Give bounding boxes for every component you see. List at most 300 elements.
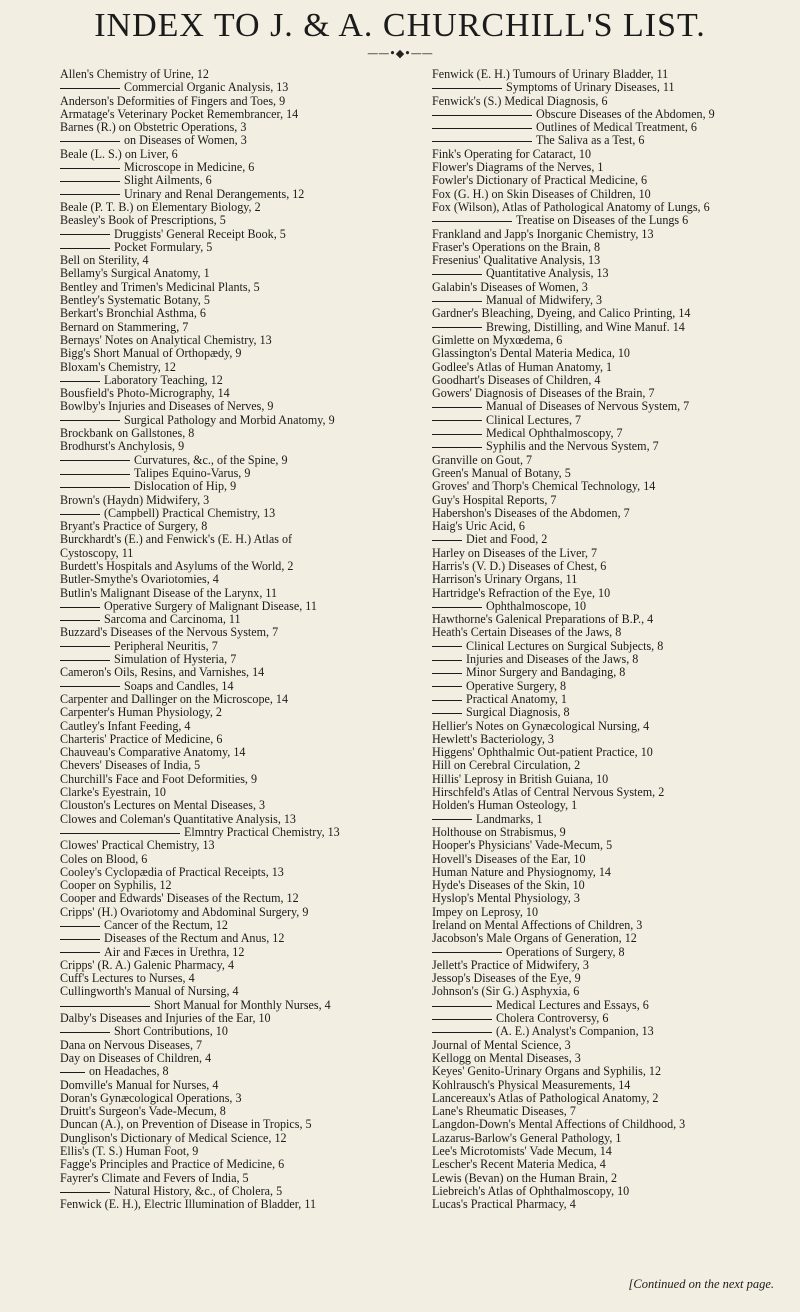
index-entry xyxy=(432,626,786,639)
ditto-rule xyxy=(432,540,462,541)
index-entry xyxy=(60,1158,418,1171)
index-entry xyxy=(432,985,786,998)
index-entry xyxy=(432,241,786,254)
index-entry xyxy=(60,228,418,241)
ditto-rule xyxy=(432,434,482,435)
entry-text: Clinical Lectures, 7 xyxy=(486,413,582,427)
index-entry xyxy=(432,1105,786,1118)
ditto-rule xyxy=(60,620,100,621)
index-entry xyxy=(60,693,418,706)
entry-text: Talipes Equino-Varus, 9 xyxy=(134,466,251,480)
entry-text: Jacobson's Male Organs of Generation, 12 xyxy=(432,932,637,946)
index-entry xyxy=(432,1172,786,1185)
entry-text: Fenwick (E. H.), Electric Illumination of Bladder, 11 xyxy=(60,1198,316,1212)
entry-text: Soaps and Candles, 14 xyxy=(124,679,234,693)
index-entry xyxy=(432,148,786,161)
index-entry xyxy=(432,427,786,440)
entry-text: Lane's Rheumatic Diseases, 7 xyxy=(432,1105,576,1119)
index-entry xyxy=(432,653,786,666)
index-entry xyxy=(60,733,418,746)
entry-text: Simulation of Hysteria, 7 xyxy=(114,653,237,667)
ditto-rule xyxy=(432,700,462,701)
index-entry xyxy=(432,1079,786,1092)
entry-text: Chevers' Diseases of India, 5 xyxy=(60,759,201,773)
entry-text: Short Manual for Monthly Nurses, 4 xyxy=(154,998,331,1012)
index-entry xyxy=(60,214,418,227)
entry-text: Harley on Diseases of the Liver, 7 xyxy=(432,546,598,560)
index-entry xyxy=(432,972,786,985)
index-entry xyxy=(432,1145,786,1158)
index-entry xyxy=(60,786,418,799)
entry-text: Dana on Nervous Diseases, 7 xyxy=(60,1038,203,1052)
index-entry xyxy=(432,307,786,320)
index-entry xyxy=(60,773,418,786)
entry-text: Urinary and Renal Derangements, 12 xyxy=(124,187,305,201)
ditto-rule xyxy=(432,88,502,89)
entry-text: Brown's (Haydn) Midwifery, 3 xyxy=(60,493,210,507)
index-entry xyxy=(60,626,418,639)
index-entry xyxy=(432,959,786,972)
index-entry xyxy=(60,759,418,772)
entry-text: Fox (G. H.) on Skin Diseases of Children, 10 xyxy=(432,187,651,201)
entry-text: Fink's Operating for Cataract, 10 xyxy=(432,147,592,161)
entry-text: Kellogg on Mental Diseases, 3 xyxy=(432,1051,581,1065)
entry-text: Cooper and Edwards' Diseases of the Rectum, 12 xyxy=(60,892,299,906)
entry-text: Manual of Midwifery, 3 xyxy=(486,294,603,308)
index-entry xyxy=(60,188,418,201)
entry-text: Allen's Chemistry of Urine, 12 xyxy=(60,68,209,81)
entry-text: Heath's Certain Diseases of the Jaws, 8 xyxy=(432,626,622,640)
index-entry xyxy=(432,201,786,214)
index-entry xyxy=(432,1185,786,1198)
index-entry xyxy=(60,68,418,81)
index-entry xyxy=(60,374,418,387)
index-entry xyxy=(60,520,418,533)
entry-text: Hewlett's Bacteriology, 3 xyxy=(432,732,554,746)
entry-text: Bernays' Notes on Analytical Chemistry, 13 xyxy=(60,333,272,347)
ditto-rule xyxy=(432,221,512,222)
entry-text: Hillis' Leprosy in British Guiana, 10 xyxy=(432,772,609,786)
entry-text: Haig's Uric Acid, 6 xyxy=(432,520,525,534)
index-entry xyxy=(60,932,418,945)
ditto-rule xyxy=(60,141,120,142)
entry-text: Clowes and Coleman's Quantitative Analysis, 13 xyxy=(60,812,296,826)
entry-text: Pocket Formulary, 5 xyxy=(114,240,213,254)
index-entry xyxy=(432,587,786,600)
entry-text: Fenwick (E. H.) Tumours of Urinary Bladder, 11 xyxy=(432,68,669,81)
ditto-rule xyxy=(60,607,100,608)
entry-text: Laboratory Teaching, 12 xyxy=(104,373,223,387)
entry-text: Carpenter's Human Physiology, 2 xyxy=(60,706,222,720)
index-entry xyxy=(432,892,786,905)
entry-text: Harrison's Urinary Organs, 11 xyxy=(432,573,578,587)
entry-text: Air and Fæces in Urethra, 12 xyxy=(104,945,245,959)
entry-text: Holthouse on Strabismus, 9 xyxy=(432,825,566,839)
entry-text: Flower's Diagrams of the Nerves, 1 xyxy=(432,161,604,175)
ditto-rule xyxy=(60,460,130,461)
index-entry xyxy=(60,799,418,812)
entry-text: Jessop's Diseases of the Eye, 9 xyxy=(432,972,581,986)
entry-text: Burckhardt's (E.) and Fenwick's (E. H.) Atlas of xyxy=(60,533,293,547)
index-entry xyxy=(432,600,786,613)
index-entry xyxy=(60,1185,418,1198)
ditto-rule xyxy=(60,646,110,647)
entry-text: Bigg's Short Manual of Orthopædy, 9 xyxy=(60,347,242,361)
index-entry xyxy=(60,480,418,493)
index-entry xyxy=(60,720,418,733)
index-entry xyxy=(60,294,418,307)
entry-text: Chauveau's Comparative Anatomy, 14 xyxy=(60,746,246,760)
ditto-rule xyxy=(60,381,100,382)
entry-text: Butlin's Malignant Disease of the Larynx, 11 xyxy=(60,586,278,600)
entry-text: Granville on Gout, 7 xyxy=(432,453,533,467)
index-entry xyxy=(432,547,786,560)
index-entry xyxy=(432,134,786,147)
index-entry xyxy=(432,494,786,507)
index-entry xyxy=(60,1145,418,1158)
index-entry xyxy=(60,467,418,480)
entry-text: Jellett's Practice of Midwifery, 3 xyxy=(432,958,589,972)
entry-text: Cautley's Infant Feeding, 4 xyxy=(60,719,191,733)
entry-text: Human Nature and Physiognomy, 14 xyxy=(432,865,611,879)
index-entry xyxy=(432,1158,786,1171)
entry-text: Journal of Mental Science, 3 xyxy=(432,1038,571,1052)
index-entry xyxy=(432,1039,786,1052)
index-entry xyxy=(432,666,786,679)
entry-text: Holden's Human Osteology, 1 xyxy=(432,799,578,813)
index-entry xyxy=(60,108,418,121)
entry-text: Cuff's Lectures to Nurses, 4 xyxy=(60,972,195,986)
index-columns xyxy=(60,68,786,1212)
index-entry xyxy=(432,334,786,347)
entry-text: Elmntry Practical Chemistry, 13 xyxy=(184,825,340,839)
entry-text: Lancereaux's Atlas of Pathological Anatomy, 2 xyxy=(432,1091,659,1105)
index-entry xyxy=(60,919,418,932)
entry-text: Cancer of the Rectum, 12 xyxy=(104,919,228,932)
index-entry xyxy=(432,400,786,413)
entry-text: Lescher's Recent Materia Medica, 4 xyxy=(432,1158,606,1172)
entry-text: Slight Ailments, 6 xyxy=(124,174,212,188)
index-entry xyxy=(60,1092,418,1105)
index-entry xyxy=(432,480,786,493)
entry-text: Surgical Pathology and Morbid Anatomy, 9 xyxy=(124,413,335,427)
index-entry xyxy=(60,440,418,453)
index-entry xyxy=(432,374,786,387)
index-entry xyxy=(60,387,418,400)
entry-text: Frankland and Japp's Inorganic Chemistry, 13 xyxy=(432,227,654,241)
ditto-rule xyxy=(432,673,462,674)
index-entry xyxy=(60,1025,418,1038)
index-entry xyxy=(432,81,786,94)
entry-text: Doran's Gynæcological Operations, 3 xyxy=(60,1091,242,1105)
index-entry xyxy=(432,906,786,919)
entry-text: Hartridge's Refraction of the Eye, 10 xyxy=(432,586,611,600)
entry-text: Gowers' Diagnosis of Diseases of the Brain, 7 xyxy=(432,387,655,401)
index-entry xyxy=(60,347,418,360)
entry-text: Bousfield's Photo-Micrography, 14 xyxy=(60,387,230,401)
entry-text: Natural History, &c., of Cholera, 5 xyxy=(114,1184,283,1198)
index-entry xyxy=(432,1092,786,1105)
entry-text: Kohlrausch's Physical Measurements, 14 xyxy=(432,1078,631,1092)
index-entry xyxy=(60,906,418,919)
index-entry xyxy=(60,121,418,134)
ditto-rule xyxy=(60,1192,110,1193)
ditto-rule xyxy=(432,952,502,953)
entry-text: Fresenius' Qualitative Analysis, 13 xyxy=(432,254,601,268)
entry-text: on Headaches, 8 xyxy=(89,1065,169,1079)
entry-text: Hooper's Physicians' Vade-Mecum, 5 xyxy=(432,839,613,853)
ditto-rule xyxy=(432,128,532,129)
entry-text: Treatise on Diseases of the Lungs 6 xyxy=(516,214,689,228)
index-entry xyxy=(432,613,786,626)
entry-text: Quantitative Analysis, 13 xyxy=(486,267,609,281)
entry-text: Dunglison's Dictionary of Medical Science, 12 xyxy=(60,1131,287,1145)
entry-text: Glassington's Dental Materia Medica, 10 xyxy=(432,347,630,361)
index-entry xyxy=(432,1198,786,1211)
continued-note: [Continued on the next page. xyxy=(628,1277,774,1291)
index-entry xyxy=(60,174,418,187)
index-entry xyxy=(432,680,786,693)
index-entry xyxy=(432,161,786,174)
entry-text: Gimlette on Myxœdema, 6 xyxy=(432,333,563,347)
entry-text: Coles on Blood, 6 xyxy=(60,852,148,866)
entry-text: Bloxam's Chemistry, 12 xyxy=(60,360,176,374)
index-entry xyxy=(432,759,786,772)
entry-text: Landmarks, 1 xyxy=(476,812,543,826)
index-entry xyxy=(60,666,418,679)
entry-text: Bell on Sterility, 4 xyxy=(60,254,149,268)
index-entry xyxy=(432,68,786,81)
index-entry xyxy=(60,321,418,334)
ditto-rule xyxy=(432,1032,492,1033)
entry-text: Domville's Manual for Nurses, 4 xyxy=(60,1078,219,1092)
entry-text: Impey on Leprosy, 10 xyxy=(432,905,539,919)
index-entry xyxy=(60,640,418,653)
ditto-rule xyxy=(432,274,482,275)
ditto-rule xyxy=(60,194,120,195)
entry-text: (A. E.) Analyst's Companion, 13 xyxy=(496,1025,654,1039)
entry-text: Operative Surgery, 8 xyxy=(466,679,567,693)
index-entry xyxy=(432,1012,786,1025)
entry-text: Curvatures, &c., of the Spine, 9 xyxy=(134,453,288,467)
entry-text: Obscure Diseases of the Abdomen, 9 xyxy=(536,107,715,121)
index-entry xyxy=(60,161,418,174)
entry-text: Practical Anatomy, 1 xyxy=(466,692,567,706)
index-entry xyxy=(60,573,418,586)
ditto-rule xyxy=(432,607,482,608)
entry-text: Hawthorne's Galenical Preparations of B.P., 4 xyxy=(432,613,654,627)
index-entry xyxy=(60,414,418,427)
ditto-rule xyxy=(60,660,110,661)
entry-text: Beasley's Book of Prescriptions, 5 xyxy=(60,214,226,228)
index-entry xyxy=(432,932,786,945)
entry-text: Green's Manual of Botany, 5 xyxy=(432,466,571,480)
index-entry xyxy=(60,454,418,467)
entry-text: Lee's Microtomists' Vade Mecum, 14 xyxy=(432,1145,612,1159)
index-entry xyxy=(432,121,786,134)
entry-text: Butler-Smythe's Ovariotomies, 4 xyxy=(60,573,219,587)
index-entry xyxy=(60,826,418,839)
index-entry xyxy=(60,1079,418,1092)
entry-text: Barnes (R.) on Obstetric Operations, 3 xyxy=(60,121,247,135)
index-entry xyxy=(432,919,786,932)
entry-text: Cameron's Oils, Resins, and Varnishes, 14 xyxy=(60,666,265,680)
index-entry xyxy=(432,188,786,201)
entry-text: Fayrer's Climate and Fevers of India, 5 xyxy=(60,1171,249,1185)
index-entry xyxy=(432,520,786,533)
entry-text: Clinical Lectures on Surgical Subjects, 8 xyxy=(466,639,664,653)
entry-text: Liebreich's Atlas of Ophthalmoscopy, 10 xyxy=(432,1184,630,1198)
entry-text: Bellamy's Surgical Anatomy, 1 xyxy=(60,267,210,281)
index-entry xyxy=(60,613,418,626)
ditto-rule xyxy=(432,686,462,687)
index-entry xyxy=(60,946,418,959)
entry-text: Clowes' Practical Chemistry, 13 xyxy=(60,839,215,853)
entry-text: Fowler's Dictionary of Practical Medicine, 6 xyxy=(432,174,648,188)
index-entry xyxy=(60,680,418,693)
index-entry xyxy=(60,1198,418,1211)
index-entry xyxy=(432,839,786,852)
entry-text: Ophthalmoscope, 10 xyxy=(486,599,587,613)
entry-text: Ellis's (T. S.) Human Foot, 9 xyxy=(60,1145,199,1159)
index-entry xyxy=(432,533,786,546)
entry-text: Groves' and Thorp's Chemical Technology, 14 xyxy=(432,480,656,494)
index-entry xyxy=(60,1065,418,1078)
entry-text: Brockbank on Gallstones, 8 xyxy=(60,427,195,441)
entry-text: Ireland on Mental Affections of Children, 3 xyxy=(432,919,643,932)
index-entry xyxy=(60,1039,418,1052)
index-entry xyxy=(60,241,418,254)
index-entry xyxy=(432,706,786,719)
right-column xyxy=(432,68,786,1212)
index-entry xyxy=(60,1012,418,1025)
entry-text: Druitt's Surgeon's Vade-Mecum, 8 xyxy=(60,1105,226,1119)
entry-text: Bentley and Trimen's Medicinal Plants, 5 xyxy=(60,280,260,294)
index-entry xyxy=(60,1118,418,1131)
entry-text: Dalby's Diseases and Injuries of the Ear, 10 xyxy=(60,1012,271,1026)
entry-text: Cripps' (H.) Ovariotomy and Abdominal Surgery, 9 xyxy=(60,905,309,919)
index-entry xyxy=(60,427,418,440)
entry-text: Symptoms of Urinary Diseases, 11 xyxy=(506,81,675,95)
ditto-rule xyxy=(60,514,100,515)
index-entry xyxy=(432,866,786,879)
index-entry xyxy=(60,600,418,613)
entry-text: Druggists' General Receipt Book, 5 xyxy=(114,227,286,241)
index-entry xyxy=(432,946,786,959)
ditto-rule xyxy=(432,1019,492,1020)
index-entry xyxy=(432,108,786,121)
index-entry xyxy=(432,573,786,586)
entry-text: Beale (P. T. B.) on Elementary Biology, 2 xyxy=(60,200,261,214)
ditto-rule xyxy=(432,819,472,820)
entry-text: Fenwick's (S.) Medical Diagnosis, 6 xyxy=(432,94,608,108)
index-entry xyxy=(60,533,418,546)
entry-text: Galabin's Diseases of Women, 3 xyxy=(432,280,588,294)
entry-text: Clarke's Eyestrain, 10 xyxy=(60,786,166,800)
entry-text: Hellier's Notes on Gynæcological Nursing, 4 xyxy=(432,719,650,733)
ditto-rule xyxy=(432,141,532,142)
entry-text: Beale (L. S.) on Liver, 6 xyxy=(60,147,178,161)
ditto-rule xyxy=(60,248,110,249)
index-entry xyxy=(432,826,786,839)
index-entry xyxy=(60,400,418,413)
index-entry xyxy=(432,294,786,307)
ditto-rule xyxy=(432,660,462,661)
entry-text: Dislocation of Hip, 9 xyxy=(134,480,237,494)
index-entry xyxy=(60,746,418,759)
index-entry xyxy=(60,587,418,600)
entry-text: Keyes' Genito-Urinary Organs and Syphilis, 12 xyxy=(432,1065,662,1079)
ditto-rule xyxy=(432,327,482,328)
entry-text: Lazarus-Barlow's General Pathology, 1 xyxy=(432,1131,622,1145)
entry-text: Langdon-Down's Mental Affections of Childhood, 3 xyxy=(432,1118,686,1132)
index-entry xyxy=(60,334,418,347)
index-entry xyxy=(432,560,786,573)
entry-text: Operations of Surgery, 8 xyxy=(506,945,625,959)
index-entry xyxy=(60,706,418,719)
index-entry xyxy=(432,281,786,294)
index-entry xyxy=(60,281,418,294)
entry-text: Medical Lectures and Essays, 6 xyxy=(496,998,649,1012)
entry-text: Bentley's Systematic Botany, 5 xyxy=(60,294,210,308)
title-ornament: ——•◆•—— xyxy=(367,47,433,60)
index-entry xyxy=(60,839,418,852)
entry-text: Higgens' Ophthalmic Out-patient Practice, 10 xyxy=(432,746,653,760)
index-entry xyxy=(432,387,786,400)
ditto-rule xyxy=(60,181,120,182)
ditto-rule xyxy=(60,420,120,421)
ditto-rule xyxy=(60,1006,150,1007)
entry-text: Burdett's Hospitals and Asylums of the World, 2 xyxy=(60,559,294,573)
index-entry xyxy=(60,95,418,108)
index-entry xyxy=(432,467,786,480)
entry-text: Fox (Wilson), Atlas of Pathological Anatomy of Lungs, 6 xyxy=(432,200,710,214)
entry-text: Bryant's Practice of Surgery, 8 xyxy=(60,520,208,534)
index-entry xyxy=(60,267,418,280)
index-entry xyxy=(432,214,786,227)
ditto-rule xyxy=(432,301,482,302)
entry-text: Churchill's Face and Foot Deformities, 9 xyxy=(60,772,257,786)
entry-text: Hyde's Diseases of the Skin, 10 xyxy=(432,879,585,893)
ditto-rule xyxy=(60,952,100,953)
index-entry xyxy=(60,547,418,560)
entry-text: Outlines of Medical Treatment, 6 xyxy=(536,121,697,135)
entry-text: Syphilis and the Nervous System, 7 xyxy=(486,440,659,454)
index-entry xyxy=(60,879,418,892)
ditto-rule xyxy=(60,1072,85,1073)
ditto-rule xyxy=(60,474,130,475)
index-entry xyxy=(432,228,786,241)
entry-text: Brewing, Distilling, and Wine Manuf. 14 xyxy=(486,320,685,334)
entry-text: Bowlby's Injuries and Diseases of Nerves, 9 xyxy=(60,400,274,414)
entry-text: Day on Diseases of Children, 4 xyxy=(60,1051,212,1065)
entry-text: Operative Surgery of Malignant Disease, 11 xyxy=(104,599,317,613)
index-entry xyxy=(432,454,786,467)
index-entry xyxy=(60,201,418,214)
index-entry xyxy=(60,134,418,147)
index-entry xyxy=(60,892,418,905)
index-entry xyxy=(432,999,786,1012)
index-entry xyxy=(432,347,786,360)
index-entry xyxy=(60,307,418,320)
entry-text: Microscope in Medicine, 6 xyxy=(124,161,255,175)
index-entry xyxy=(432,507,786,520)
index-entry xyxy=(432,254,786,267)
index-entry xyxy=(432,799,786,812)
index-entry xyxy=(60,81,418,94)
entry-text: Minor Surgery and Bandaging, 8 xyxy=(466,666,626,680)
index-entry xyxy=(60,813,418,826)
